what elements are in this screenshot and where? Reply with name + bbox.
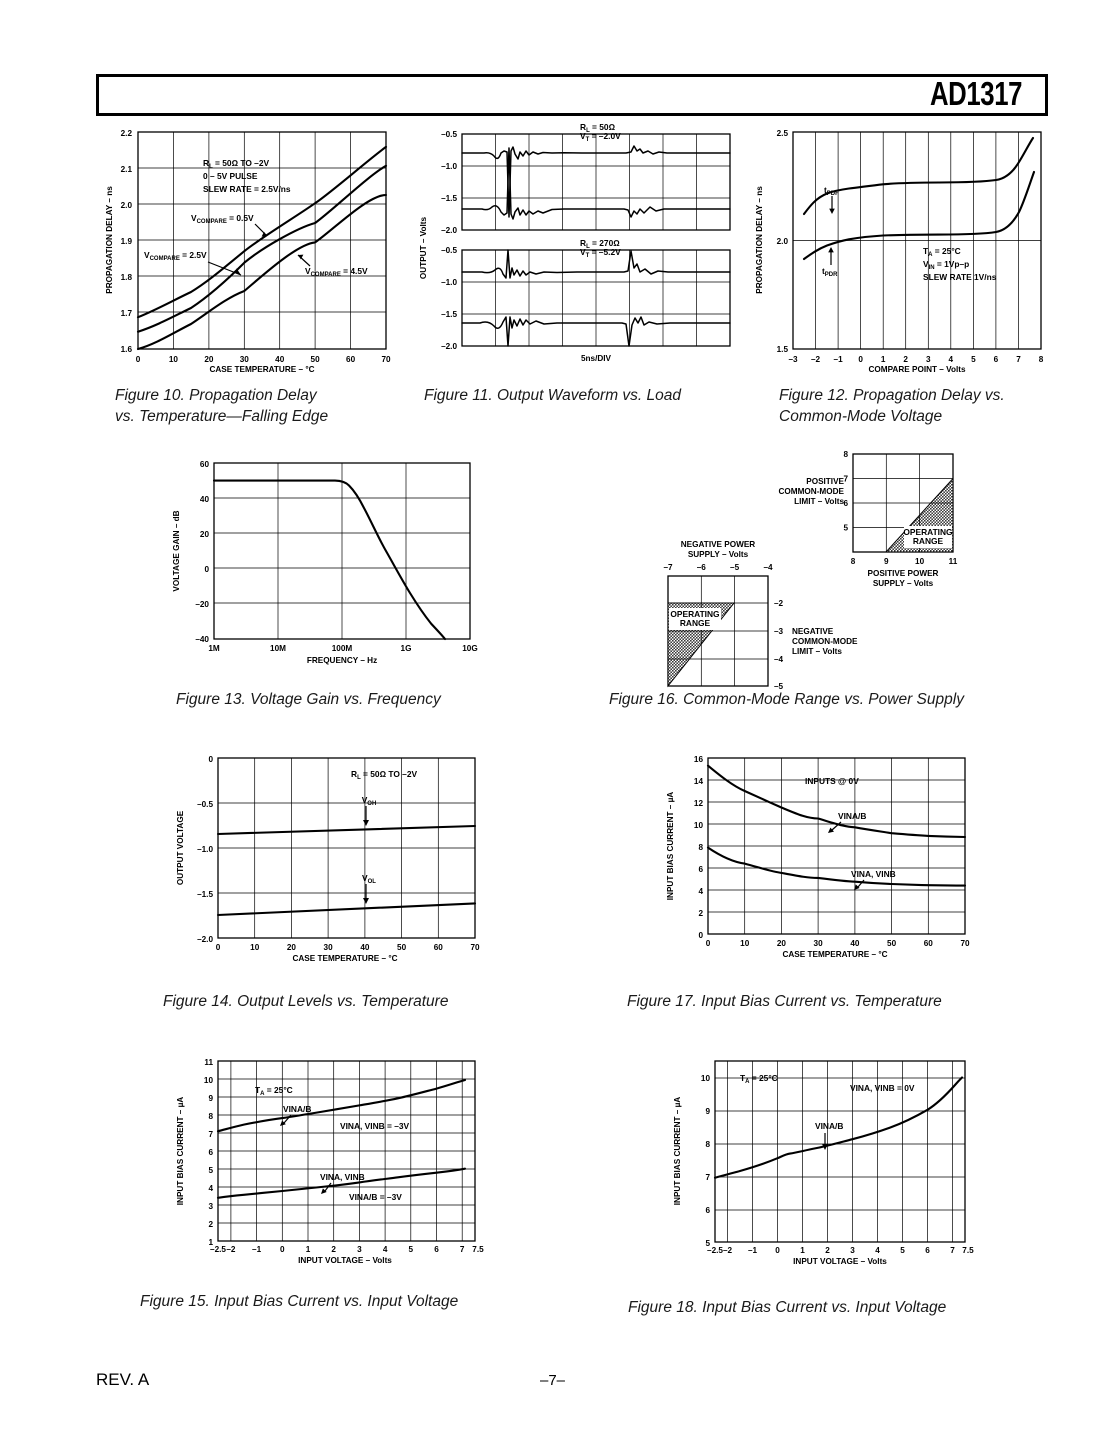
svg-text:20: 20 bbox=[776, 939, 786, 948]
svg-text:VINA/B: VINA/B bbox=[283, 1104, 312, 1114]
figure-14-caption: Figure 14. Output Levels vs. Temperature bbox=[163, 993, 449, 1010]
svg-text:NEGATIVE: NEGATIVE bbox=[792, 627, 834, 636]
svg-text:50: 50 bbox=[887, 939, 897, 948]
svg-text:7: 7 bbox=[950, 1246, 955, 1255]
figure-11-caption: Figure 11. Output Waveform vs. Load bbox=[424, 387, 682, 404]
svg-text:8: 8 bbox=[850, 557, 856, 566]
svg-text:14: 14 bbox=[693, 777, 703, 786]
svg-text:VCOMPARE = 2.5V: $V_{COMPARE} = 2.5V$ bbox=[144, 250, 207, 262]
svg-text:–1.0: –1.0 bbox=[197, 845, 213, 854]
svg-text:–0.5: –0.5 bbox=[441, 246, 457, 255]
svg-text:VIN = 1Vp–p: $V_{IN} = 1Vp-p$ bbox=[923, 259, 970, 271]
svg-text:PROPAGATION DELAY – ns: PROPAGATION DELAY – ns bbox=[105, 186, 114, 294]
svg-text:5: 5 bbox=[843, 523, 848, 533]
svg-text:5ns/DIV: 5ns/DIV bbox=[580, 354, 612, 363]
svg-text:6: 6 bbox=[705, 1206, 710, 1215]
svg-text:VT = –5.2V: $V_T = -5.2V$ bbox=[580, 247, 621, 259]
svg-text:tPDF: $t_{PDF}$ bbox=[824, 185, 839, 197]
svg-text:2: 2 bbox=[698, 909, 703, 918]
svg-text:–4: –4 bbox=[763, 563, 773, 572]
svg-text:PROPAGATION DELAY – ns: PROPAGATION DELAY – ns bbox=[755, 186, 764, 294]
svg-text:INPUT VOLTAGE – Volts: INPUT VOLTAGE – Volts bbox=[298, 1256, 392, 1265]
figure-12-caption-line2: Common-Mode Voltage bbox=[779, 407, 943, 425]
page-header-bar bbox=[96, 74, 1048, 116]
svg-text:8: 8 bbox=[1038, 355, 1044, 364]
svg-text:1.6: 1.6 bbox=[120, 345, 132, 354]
svg-text:60: 60 bbox=[923, 939, 933, 948]
svg-text:RL = 270Ω: $R_L$ = 270Ω bbox=[580, 238, 620, 250]
svg-text:3: 3 bbox=[208, 1202, 213, 1211]
svg-text:RL = 50Ω TO –2V: $R_L$ = 50Ω TO –2V bbox=[203, 158, 270, 170]
svg-text:30: 30 bbox=[239, 355, 249, 364]
svg-text:VINA, VINB: VINA, VINB bbox=[320, 1172, 365, 1182]
svg-text:VCOMPARE = 4.5V: $V_{COMPARE} = 4.5V$ bbox=[305, 266, 368, 278]
svg-text:5: 5 bbox=[208, 1166, 213, 1175]
svg-text:–40: –40 bbox=[195, 635, 209, 644]
svg-text:7: 7 bbox=[208, 1130, 213, 1139]
svg-text:CASE TEMPERATURE – °C: CASE TEMPERATURE – °C bbox=[209, 365, 315, 373]
svg-text:3: 3 bbox=[850, 1246, 855, 1255]
svg-text:9: 9 bbox=[208, 1094, 213, 1103]
figure-14-chart bbox=[165, 745, 500, 995]
svg-text:VINA, VINB = 0V: VINA, VINB = 0V bbox=[850, 1083, 915, 1093]
svg-text:5: 5 bbox=[971, 355, 976, 364]
figure-16-caption: Figure 16. Common-Mode Range vs. Power Supply bbox=[609, 691, 964, 708]
svg-text:–1: –1 bbox=[252, 1245, 262, 1254]
svg-text:4: 4 bbox=[208, 1184, 213, 1193]
svg-text:7.5: 7.5 bbox=[962, 1246, 974, 1255]
figure-17-chart bbox=[655, 745, 995, 995]
svg-text:8: 8 bbox=[705, 1140, 710, 1149]
svg-text:9: 9 bbox=[884, 557, 889, 566]
svg-text:SLEW RATE = 2.5V/ns: SLEW RATE = 2.5V/ns bbox=[203, 184, 291, 194]
svg-text:60: 60 bbox=[199, 460, 209, 469]
svg-text:0: 0 bbox=[705, 939, 711, 948]
svg-text:TA = 25°C: $T_A = 25^\circ C$ bbox=[923, 246, 961, 258]
svg-text:VINA/B: VINA/B bbox=[815, 1121, 844, 1131]
svg-text:6: 6 bbox=[208, 1148, 213, 1157]
svg-text:10: 10 bbox=[915, 557, 925, 566]
svg-text:–6: –6 bbox=[696, 563, 706, 572]
svg-text:4: 4 bbox=[875, 1246, 880, 1255]
svg-text:70: 70 bbox=[470, 943, 480, 952]
svg-text:–0.5: –0.5 bbox=[197, 800, 213, 809]
svg-text:4: 4 bbox=[698, 887, 703, 896]
svg-text:0: 0 bbox=[208, 755, 213, 764]
svg-text:40: 40 bbox=[199, 495, 209, 504]
svg-text:2: 2 bbox=[825, 1246, 830, 1255]
svg-text:–4: –4 bbox=[774, 655, 784, 664]
svg-text:30: 30 bbox=[813, 939, 823, 948]
svg-text:9: 9 bbox=[705, 1107, 710, 1116]
svg-text:40: 40 bbox=[850, 939, 860, 948]
svg-text:RANGE: RANGE bbox=[679, 618, 711, 628]
svg-text:5: 5 bbox=[705, 1239, 710, 1248]
svg-text:RL = 50Ω TO –2V: $R_L$ = 50Ω TO –2V bbox=[351, 769, 418, 781]
svg-text:–2.5: –2.5 bbox=[707, 1246, 723, 1255]
svg-text:0: 0 bbox=[135, 355, 141, 364]
figure-10-caption bbox=[115, 386, 385, 428]
svg-text:–2.0: –2.0 bbox=[441, 342, 457, 351]
svg-text:–0.5: –0.5 bbox=[441, 130, 457, 139]
figure-18-caption: Figure 18. Input Bias Current vs. Input Voltage bbox=[628, 1299, 947, 1316]
svg-text:–5: –5 bbox=[730, 563, 740, 572]
svg-text:LIMIT – Volts: LIMIT – Volts bbox=[792, 647, 842, 656]
svg-text:1.8: 1.8 bbox=[120, 273, 132, 282]
svg-text:VOL: $V_{OL}$ bbox=[362, 873, 376, 885]
svg-text:–2: –2 bbox=[226, 1245, 236, 1254]
svg-text:1M: 1M bbox=[208, 644, 220, 653]
svg-text:12: 12 bbox=[693, 799, 703, 808]
svg-text:50: 50 bbox=[310, 355, 320, 364]
svg-text:2.0: 2.0 bbox=[776, 237, 788, 246]
svg-text:–1.5: –1.5 bbox=[441, 194, 457, 203]
svg-text:60: 60 bbox=[433, 943, 443, 952]
svg-text:VINA, VINB: VINA, VINB bbox=[851, 869, 896, 879]
svg-text:VINA/B = –3V: VINA/B = –3V bbox=[349, 1192, 402, 1202]
svg-text:COMPARE POINT – Volts: COMPARE POINT – Volts bbox=[868, 365, 966, 373]
svg-text:–1.0: –1.0 bbox=[441, 162, 457, 171]
figure-12-caption bbox=[779, 386, 1079, 428]
svg-text:2.5: 2.5 bbox=[776, 129, 788, 138]
svg-text:40: 40 bbox=[275, 355, 285, 364]
svg-text:11: 11 bbox=[948, 557, 958, 566]
svg-text:CASE TEMPERATURE – °C: CASE TEMPERATURE – °C bbox=[782, 950, 888, 959]
svg-text:2.1: 2.1 bbox=[120, 165, 132, 174]
svg-text:20: 20 bbox=[204, 355, 214, 364]
svg-text:60: 60 bbox=[346, 355, 356, 364]
svg-text:0: 0 bbox=[775, 1246, 780, 1255]
svg-text:10: 10 bbox=[700, 1074, 710, 1083]
svg-text:70: 70 bbox=[381, 355, 391, 364]
svg-text:CASE TEMPERATURE – °C: CASE TEMPERATURE – °C bbox=[292, 954, 398, 963]
svg-text:1.7: 1.7 bbox=[120, 309, 132, 318]
svg-text:–1.0: –1.0 bbox=[441, 278, 457, 287]
svg-text:16: 16 bbox=[693, 755, 703, 764]
svg-text:3: 3 bbox=[357, 1245, 362, 1254]
figure-10-caption-line2: vs. Temperature—Falling Edge bbox=[115, 407, 329, 425]
svg-text:70: 70 bbox=[960, 939, 970, 948]
svg-text:1: 1 bbox=[880, 355, 886, 364]
svg-text:OUTPUT VOLTAGE: OUTPUT VOLTAGE bbox=[176, 810, 185, 886]
svg-text:10: 10 bbox=[168, 355, 178, 364]
svg-text:1: 1 bbox=[208, 1238, 213, 1247]
svg-text:2: 2 bbox=[903, 355, 908, 364]
svg-text:–2: –2 bbox=[774, 599, 784, 608]
svg-text:50: 50 bbox=[397, 943, 407, 952]
revision-label: REV. A bbox=[96, 1370, 150, 1389]
svg-text:–1: –1 bbox=[747, 1246, 758, 1255]
figure-17-caption: Figure 17. Input Bias Current vs. Temperature bbox=[627, 993, 942, 1010]
svg-text:OUTPUT – Volts: OUTPUT – Volts bbox=[419, 216, 428, 280]
svg-text:INPUT VOLTAGE – Volts: INPUT VOLTAGE – Volts bbox=[793, 1257, 887, 1266]
svg-text:–2.5: –2.5 bbox=[210, 1245, 226, 1254]
svg-text:INPUTS @ 0V: INPUTS @ 0V bbox=[805, 776, 859, 786]
figure-12-chart bbox=[748, 118, 1053, 373]
figure-15-chart bbox=[165, 1050, 500, 1290]
svg-text:SUPPLY – Volts: SUPPLY – Volts bbox=[872, 579, 934, 588]
svg-text:VINA, VINB = –3V: VINA, VINB = –3V bbox=[340, 1121, 410, 1131]
svg-text:–2: –2 bbox=[722, 1246, 733, 1255]
svg-text:2.0: 2.0 bbox=[120, 201, 132, 210]
svg-text:7: 7 bbox=[705, 1173, 710, 1182]
svg-text:7: 7 bbox=[843, 474, 848, 484]
svg-text:–2: –2 bbox=[810, 355, 821, 364]
svg-text:2.2: 2.2 bbox=[120, 129, 132, 138]
svg-text:OPERATING: OPERATING bbox=[903, 527, 953, 537]
svg-text:3: 3 bbox=[926, 355, 931, 364]
svg-text:–7: –7 bbox=[663, 563, 673, 572]
svg-text:COMMON-MODE: COMMON-MODE bbox=[792, 637, 858, 646]
svg-text:0: 0 bbox=[858, 355, 863, 364]
svg-text:10: 10 bbox=[693, 821, 703, 830]
svg-text:10: 10 bbox=[740, 939, 750, 948]
svg-text:INPUT BIAS CURRENT – µA: INPUT BIAS CURRENT – µA bbox=[673, 1096, 682, 1206]
svg-text:1: 1 bbox=[800, 1246, 805, 1255]
svg-text:5: 5 bbox=[900, 1246, 905, 1255]
svg-text:0: 0 bbox=[280, 1245, 285, 1254]
svg-text:6: 6 bbox=[925, 1246, 930, 1255]
svg-text:POSITIVE POWER: POSITIVE POWER bbox=[867, 569, 939, 578]
svg-text:FREQUENCY – Hz: FREQUENCY – Hz bbox=[306, 656, 378, 665]
svg-text:VOLTAGE GAIN – dB: VOLTAGE GAIN – dB bbox=[172, 510, 181, 592]
svg-text:RL = 50Ω: $R_L$ = 50Ω bbox=[580, 122, 616, 134]
figure-10-caption-line1: Figure 10. Propagation Delay bbox=[115, 387, 317, 404]
svg-text:10M: 10M bbox=[270, 644, 286, 653]
svg-text:TA = 25°C: $T_A = 25^\circ C$ bbox=[255, 1085, 293, 1097]
svg-text:6: 6 bbox=[434, 1245, 439, 1254]
svg-text:VINA/B: VINA/B bbox=[838, 811, 867, 821]
svg-text:4: 4 bbox=[382, 1245, 388, 1254]
svg-text:–2.0: –2.0 bbox=[441, 226, 457, 235]
svg-text:1G: 1G bbox=[400, 644, 412, 653]
figure-13-caption: Figure 13. Voltage Gain vs. Frequency bbox=[176, 691, 441, 708]
svg-text:20: 20 bbox=[286, 943, 296, 952]
figure-11-chart bbox=[412, 118, 742, 373]
svg-text:10: 10 bbox=[203, 1076, 213, 1085]
figure-18-chart bbox=[655, 1050, 995, 1290]
page-number: –7– bbox=[539, 1372, 566, 1389]
svg-text:7: 7 bbox=[1016, 355, 1021, 364]
svg-text:6: 6 bbox=[843, 499, 848, 508]
svg-text:SLEW RATE 1V/ns: SLEW RATE 1V/ns bbox=[923, 272, 997, 282]
svg-text:6: 6 bbox=[993, 355, 999, 364]
svg-text:30: 30 bbox=[323, 943, 333, 952]
part-number: AD1317 bbox=[929, 75, 1023, 113]
svg-text:–1.5: –1.5 bbox=[197, 890, 213, 899]
svg-text:8: 8 bbox=[698, 843, 703, 852]
svg-text:20: 20 bbox=[199, 530, 209, 539]
svg-text:RANGE: RANGE bbox=[912, 536, 944, 546]
svg-text:LIMIT – Volts: LIMIT – Volts bbox=[794, 497, 844, 506]
svg-text:–3: –3 bbox=[774, 627, 784, 636]
svg-text:–20: –20 bbox=[195, 600, 209, 609]
svg-text:–3: –3 bbox=[788, 355, 798, 364]
figure-13-chart bbox=[165, 450, 495, 695]
svg-text:POSITIVE: POSITIVE bbox=[806, 477, 844, 486]
svg-text:INPUT BIAS CURRENT – µA: INPUT BIAS CURRENT – µA bbox=[176, 1096, 185, 1206]
svg-text:10G: 10G bbox=[462, 644, 478, 653]
svg-text:tPDR: $t_{PDR}$ bbox=[822, 266, 838, 278]
svg-text:VT = –2.0V: $V_T = -2.0V$ bbox=[580, 131, 621, 143]
svg-text:1.5: 1.5 bbox=[776, 345, 788, 354]
svg-text:SUPPLY – Volts: SUPPLY – Volts bbox=[687, 550, 749, 559]
svg-text:COMMON-MODE: COMMON-MODE bbox=[778, 487, 844, 496]
svg-text:11: 11 bbox=[204, 1058, 213, 1067]
svg-text:OPERATING: OPERATING bbox=[670, 609, 720, 619]
svg-text:TA = 25°C: $T_A = 25^\circ C$ bbox=[740, 1073, 778, 1085]
svg-text:7: 7 bbox=[459, 1245, 465, 1254]
svg-text:1: 1 bbox=[305, 1245, 311, 1254]
svg-text:0: 0 bbox=[698, 931, 703, 940]
svg-text:–1.5: –1.5 bbox=[441, 310, 457, 319]
figure-12-caption-line1: Figure 12. Propagation Delay vs. bbox=[779, 387, 1005, 404]
svg-text:5: 5 bbox=[408, 1245, 414, 1254]
svg-text:6: 6 bbox=[698, 865, 703, 874]
svg-text:10: 10 bbox=[250, 943, 260, 952]
svg-text:0: 0 bbox=[215, 943, 221, 952]
svg-text:INPUT BIAS CURRENT – µA: INPUT BIAS CURRENT – µA bbox=[666, 791, 675, 901]
svg-text:–5: –5 bbox=[774, 682, 784, 691]
svg-text:VOH: $V_{OH}$ bbox=[361, 795, 377, 807]
figure-16-diagram bbox=[648, 448, 1058, 693]
svg-text:2: 2 bbox=[331, 1245, 336, 1254]
svg-text:40: 40 bbox=[360, 943, 370, 952]
svg-text:VCOMPARE = 0.5V: $V_{COMPARE} = 0.5V$ bbox=[191, 213, 254, 225]
svg-text:0 – 5V PULSE: 0 – 5V PULSE bbox=[203, 171, 258, 181]
svg-text:4: 4 bbox=[948, 355, 954, 364]
svg-text:1.9: 1.9 bbox=[120, 237, 132, 246]
figure-10-chart bbox=[98, 118, 398, 373]
svg-text:7.5: 7.5 bbox=[472, 1245, 484, 1254]
svg-text:8: 8 bbox=[208, 1112, 213, 1121]
svg-text:0: 0 bbox=[204, 565, 209, 574]
figure-15-caption: Figure 15. Input Bias Current vs. Input Voltage bbox=[140, 1293, 459, 1310]
svg-text:100M: 100M bbox=[331, 644, 353, 653]
svg-text:2: 2 bbox=[208, 1220, 213, 1229]
svg-text:–1: –1 bbox=[833, 355, 843, 364]
svg-text:NEGATIVE POWER: NEGATIVE POWER bbox=[680, 540, 756, 549]
svg-text:–2.0: –2.0 bbox=[197, 935, 213, 944]
svg-text:8: 8 bbox=[843, 450, 848, 459]
